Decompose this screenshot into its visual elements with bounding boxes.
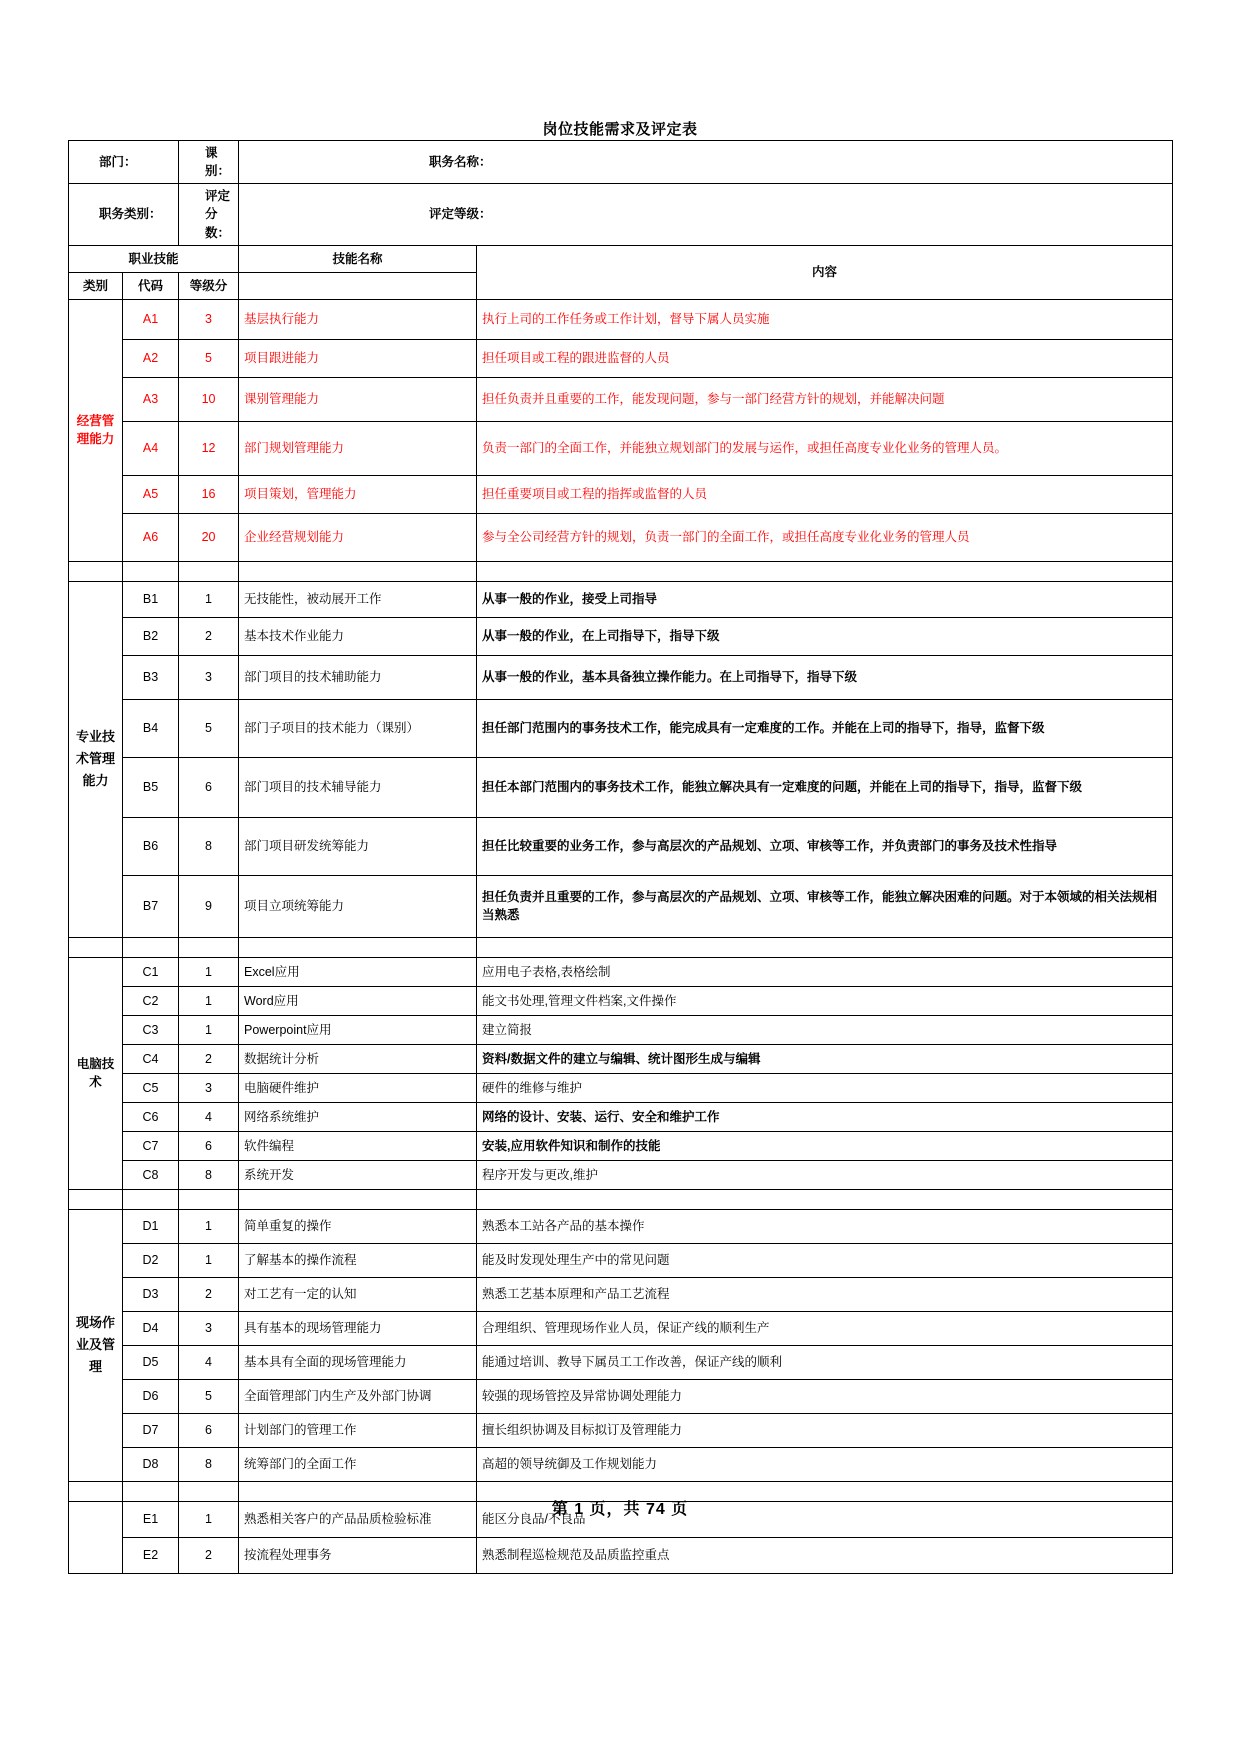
row-content: 建立简报 — [477, 1015, 1173, 1044]
row-score: 4 — [179, 1102, 239, 1131]
spacer-cell — [477, 1189, 1173, 1209]
table-row — [69, 1277, 1173, 1311]
spacer-cell — [69, 1189, 123, 1209]
row-score: 16 — [179, 475, 239, 513]
section-spacer-row — [69, 1189, 1173, 1209]
row-skill-name: 熟悉相关客户的产品品质检验标准 — [239, 1501, 477, 1537]
table-row — [69, 1073, 1173, 1102]
table-row — [69, 475, 1173, 513]
table-row — [69, 421, 1173, 475]
row-content: 高超的领导统御及工作规划能力 — [477, 1447, 1173, 1481]
row-skill-name: 基本技术作业能力 — [239, 617, 477, 655]
table-row — [69, 875, 1173, 937]
row-content: 擅长组织协调及目标拟订及管理能力 — [477, 1413, 1173, 1447]
section-spacer-row — [69, 937, 1173, 957]
table-row — [69, 617, 1173, 655]
row-content: 熟悉制程巡检规范及品质监控重点 — [477, 1537, 1173, 1573]
row-content: 合理组织、管理现场作业人员，保证产线的顺利生产 — [477, 1311, 1173, 1345]
table-row — [69, 581, 1173, 617]
row-code: E1 — [123, 1501, 179, 1537]
header-field-label: 职务名称： — [239, 141, 1173, 184]
header-field-label: 评定分数： — [179, 184, 239, 245]
column-header-skill-name-empty — [239, 272, 477, 299]
row-code: A6 — [123, 513, 179, 561]
table-row — [69, 957, 1173, 986]
row-code: B2 — [123, 617, 179, 655]
row-content: 应用电子表格,表格绘制 — [477, 957, 1173, 986]
row-code: E2 — [123, 1537, 179, 1573]
row-code: B4 — [123, 699, 179, 757]
row-code: C6 — [123, 1102, 179, 1131]
table-row — [69, 1537, 1173, 1573]
page-title: 岗位技能需求及评定表 — [542, 121, 698, 138]
row-score: 2 — [179, 1044, 239, 1073]
row-score: 1 — [179, 1501, 239, 1537]
row-score: 3 — [179, 1311, 239, 1345]
row-score: 1 — [179, 581, 239, 617]
row-code: A3 — [123, 377, 179, 421]
table-body — [69, 141, 1173, 1574]
row-skill-name: 数据统计分析 — [239, 1044, 477, 1073]
row-score: 5 — [179, 1379, 239, 1413]
row-content: 从事一般的作业，基本具备独立操作能力。在上司指导下，指导下级 — [477, 655, 1173, 699]
row-code: B5 — [123, 757, 179, 817]
row-code: B3 — [123, 655, 179, 699]
column-header-skill-name: 技能名称 — [239, 245, 477, 272]
row-code: D6 — [123, 1379, 179, 1413]
row-score: 6 — [179, 1131, 239, 1160]
row-score: 1 — [179, 957, 239, 986]
table-row — [69, 1160, 1173, 1189]
row-skill-name: 统筹部门的全面工作 — [239, 1447, 477, 1481]
spacer-cell — [179, 561, 239, 581]
row-content: 资料/数据文件的建立与编辑、统计图形生成与编辑 — [477, 1044, 1173, 1073]
table-row — [69, 699, 1173, 757]
row-skill-name: 部门子项目的技术能力（课别） — [239, 699, 477, 757]
row-content: 从事一般的作业，在上司指导下，指导下级 — [477, 617, 1173, 655]
row-content: 程序开发与更改,维护 — [477, 1160, 1173, 1189]
table-row — [69, 299, 1173, 339]
row-skill-name: 企业经营规划能力 — [239, 513, 477, 561]
table-row — [69, 1209, 1173, 1243]
spacer-cell — [239, 1189, 477, 1209]
row-code: C2 — [123, 986, 179, 1015]
row-content: 硬件的维修与维护 — [477, 1073, 1173, 1102]
spacer-cell — [179, 937, 239, 957]
row-skill-name: 网络系统维护 — [239, 1102, 477, 1131]
column-header-score: 等级分 — [179, 272, 239, 299]
row-content: 执行上司的工作任务或工作计划，督导下属人员实施 — [477, 299, 1173, 339]
row-skill-name: Word应用 — [239, 986, 477, 1015]
row-code: B1 — [123, 581, 179, 617]
row-skill-name: 部门规划管理能力 — [239, 421, 477, 475]
row-code: D8 — [123, 1447, 179, 1481]
table-row — [69, 1345, 1173, 1379]
row-content: 担任部门范围内的事务技术工作，能完成具有一定难度的工作。并能在上司的指导下，指导，监督下级 — [477, 699, 1173, 757]
row-score: 12 — [179, 421, 239, 475]
row-score: 3 — [179, 1073, 239, 1102]
row-code: D4 — [123, 1311, 179, 1345]
row-score: 5 — [179, 339, 239, 377]
spacer-cell — [239, 561, 477, 581]
row-code: A4 — [123, 421, 179, 475]
row-content: 担任负责并且重要的工作，参与高层次的产品规划、立项、审核等工作，能独立解决困难的问题。对于本领域的相关法规相当熟悉 — [477, 875, 1173, 937]
spacer-cell — [123, 1189, 179, 1209]
row-skill-name: 无技能性，被动展开工作 — [239, 581, 477, 617]
row-skill-name: 部门项目的技术辅助能力 — [239, 655, 477, 699]
row-skill-name: 具有基本的现场管理能力 — [239, 1311, 477, 1345]
row-skill-name: 基本具有全面的现场管理能力 — [239, 1345, 477, 1379]
row-score: 2 — [179, 1277, 239, 1311]
row-score: 1 — [179, 1015, 239, 1044]
row-score: 6 — [179, 757, 239, 817]
table-row — [69, 986, 1173, 1015]
row-content: 担任比较重要的业务工作，参与高层次的产品规划、立项、审核等工作，并负责部门的事务及技术性指导 — [477, 817, 1173, 875]
row-content: 熟悉本工站各产品的基本操作 — [477, 1209, 1173, 1243]
table-row — [69, 1447, 1173, 1481]
table-row — [69, 1379, 1173, 1413]
row-skill-name: 全面管理部门内生产及外部门协调 — [239, 1379, 477, 1413]
row-code: C4 — [123, 1044, 179, 1073]
section-spacer-row — [69, 561, 1173, 581]
table-row — [69, 339, 1173, 377]
table-row — [69, 1131, 1173, 1160]
spacer-cell — [239, 937, 477, 957]
row-content: 熟悉工艺基本原理和产品工艺流程 — [477, 1277, 1173, 1311]
row-skill-name: 了解基本的操作流程 — [239, 1243, 477, 1277]
table-row — [69, 1102, 1173, 1131]
row-skill-name: 基层执行能力 — [239, 299, 477, 339]
row-score: 2 — [179, 1537, 239, 1573]
row-content: 网络的设计、安装、运行、安全和维护工作 — [477, 1102, 1173, 1131]
spacer-cell — [123, 937, 179, 957]
row-score: 8 — [179, 1160, 239, 1189]
row-content: 能文书处理,管理文件档案,文件操作 — [477, 986, 1173, 1015]
table-row — [69, 1311, 1173, 1345]
row-content: 较强的现场管控及异常协调处理能力 — [477, 1379, 1173, 1413]
row-content: 安装,应用软件知识和制作的技能 — [477, 1131, 1173, 1160]
row-code: C5 — [123, 1073, 179, 1102]
spacer-cell — [69, 937, 123, 957]
row-skill-name: 项目立项统筹能力 — [239, 875, 477, 937]
row-score: 20 — [179, 513, 239, 561]
table-row — [69, 1044, 1173, 1073]
row-score: 8 — [179, 1447, 239, 1481]
spacer-cell — [69, 561, 123, 581]
row-content: 担任项目或工程的跟进监督的人员 — [477, 339, 1173, 377]
row-skill-name: 部门项目研发统筹能力 — [239, 817, 477, 875]
row-skill-name: 按流程处理事务 — [239, 1537, 477, 1573]
row-code: C3 — [123, 1015, 179, 1044]
row-skill-name: 系统开发 — [239, 1160, 477, 1189]
row-score: 1 — [179, 1243, 239, 1277]
row-code: B6 — [123, 817, 179, 875]
table-row — [69, 377, 1173, 421]
row-code: D1 — [123, 1209, 179, 1243]
column-header-category: 类别 — [69, 272, 123, 299]
row-skill-name: 计划部门的管理工作 — [239, 1413, 477, 1447]
row-code: B7 — [123, 875, 179, 937]
row-code: D2 — [123, 1243, 179, 1277]
row-content: 担任本部门范围内的事务技术工作，能独立解决具有一定难度的问题，并能在上司的指导下，指导，监督下级 — [477, 757, 1173, 817]
table-row — [69, 1413, 1173, 1447]
spacer-cell — [477, 561, 1173, 581]
row-skill-name: Excel应用 — [239, 957, 477, 986]
row-content: 负责一部门的全面工作，并能独立规划部门的发展与运作，或担任高度专业化业务的管理人员。 — [477, 421, 1173, 475]
table-row — [69, 757, 1173, 817]
row-code: A2 — [123, 339, 179, 377]
row-score: 9 — [179, 875, 239, 937]
row-code: D3 — [123, 1277, 179, 1311]
row-code: C1 — [123, 957, 179, 986]
row-content: 从事一般的作业，接受上司指导 — [477, 581, 1173, 617]
header-field-row-2 — [69, 184, 1173, 245]
row-skill-name: Powerpoint应用 — [239, 1015, 477, 1044]
row-category-label: 经营管理能力 — [69, 299, 123, 561]
row-content: 能及时发现处理生产中的常见问题 — [477, 1243, 1173, 1277]
column-header-content: 内容 — [477, 245, 1173, 299]
skill-assessment-table — [68, 140, 1173, 1574]
row-code: D7 — [123, 1413, 179, 1447]
spacer-cell — [477, 937, 1173, 957]
spacer-cell — [179, 1189, 239, 1209]
row-skill-name: 对工艺有一定的认知 — [239, 1277, 477, 1311]
column-group-header-row — [69, 245, 1173, 272]
header-field-label: 评定等级： — [239, 184, 1173, 245]
row-code: C8 — [123, 1160, 179, 1189]
row-category-label: 专业技术管理能力 — [69, 581, 123, 937]
table-row — [69, 1015, 1173, 1044]
table-row — [69, 817, 1173, 875]
row-code: D5 — [123, 1345, 179, 1379]
row-score: 1 — [179, 986, 239, 1015]
row-skill-name: 课别管理能力 — [239, 377, 477, 421]
spacer-cell — [123, 561, 179, 581]
row-category-label: 电脑技术 — [69, 957, 123, 1189]
row-skill-name: 项目策划，管理能力 — [239, 475, 477, 513]
header-field-label: 职务类别： — [69, 184, 179, 245]
row-code: C7 — [123, 1131, 179, 1160]
row-score: 8 — [179, 817, 239, 875]
table-row — [69, 655, 1173, 699]
row-content: 能通过培训、教导下属员工工作改善，保证产线的顺利 — [477, 1345, 1173, 1379]
row-score: 5 — [179, 699, 239, 757]
row-content: 担任重要项目或工程的指挥或监督的人员 — [477, 475, 1173, 513]
row-skill-name: 简单重复的操作 — [239, 1209, 477, 1243]
row-content: 能区分良品/不良品 — [477, 1501, 1173, 1537]
row-score: 6 — [179, 1413, 239, 1447]
row-score: 3 — [179, 299, 239, 339]
row-skill-name: 部门项目的技术辅导能力 — [239, 757, 477, 817]
row-skill-name: 项目跟进能力 — [239, 339, 477, 377]
row-score: 1 — [179, 1209, 239, 1243]
header-field-label: 课别： — [179, 141, 239, 184]
row-score: 4 — [179, 1345, 239, 1379]
header-field-label: 部门： — [69, 141, 179, 184]
row-skill-name: 软件编程 — [239, 1131, 477, 1160]
page-footer: 第 1 页，共 74 页 — [551, 1501, 689, 1518]
row-score: 10 — [179, 377, 239, 421]
row-content: 担任负责并且重要的工作，能发现问题，参与一部门经营方针的规划，并能解决问题 — [477, 377, 1173, 421]
row-code: A5 — [123, 475, 179, 513]
column-group-header-occupational-skill: 职业技能 — [69, 245, 239, 272]
row-score: 3 — [179, 655, 239, 699]
row-score: 2 — [179, 617, 239, 655]
column-header-code: 代码 — [123, 272, 179, 299]
table-row — [69, 1243, 1173, 1277]
row-code: A1 — [123, 299, 179, 339]
row-category-label: 现场作业及管理 — [69, 1209, 123, 1481]
row-content: 参与全公司经营方针的规划，负责一部门的全面工作，或担任高度专业化业务的管理人员 — [477, 513, 1173, 561]
table-row — [69, 513, 1173, 561]
row-skill-name: 电脑硬件维护 — [239, 1073, 477, 1102]
header-field-row-1 — [69, 141, 1173, 184]
